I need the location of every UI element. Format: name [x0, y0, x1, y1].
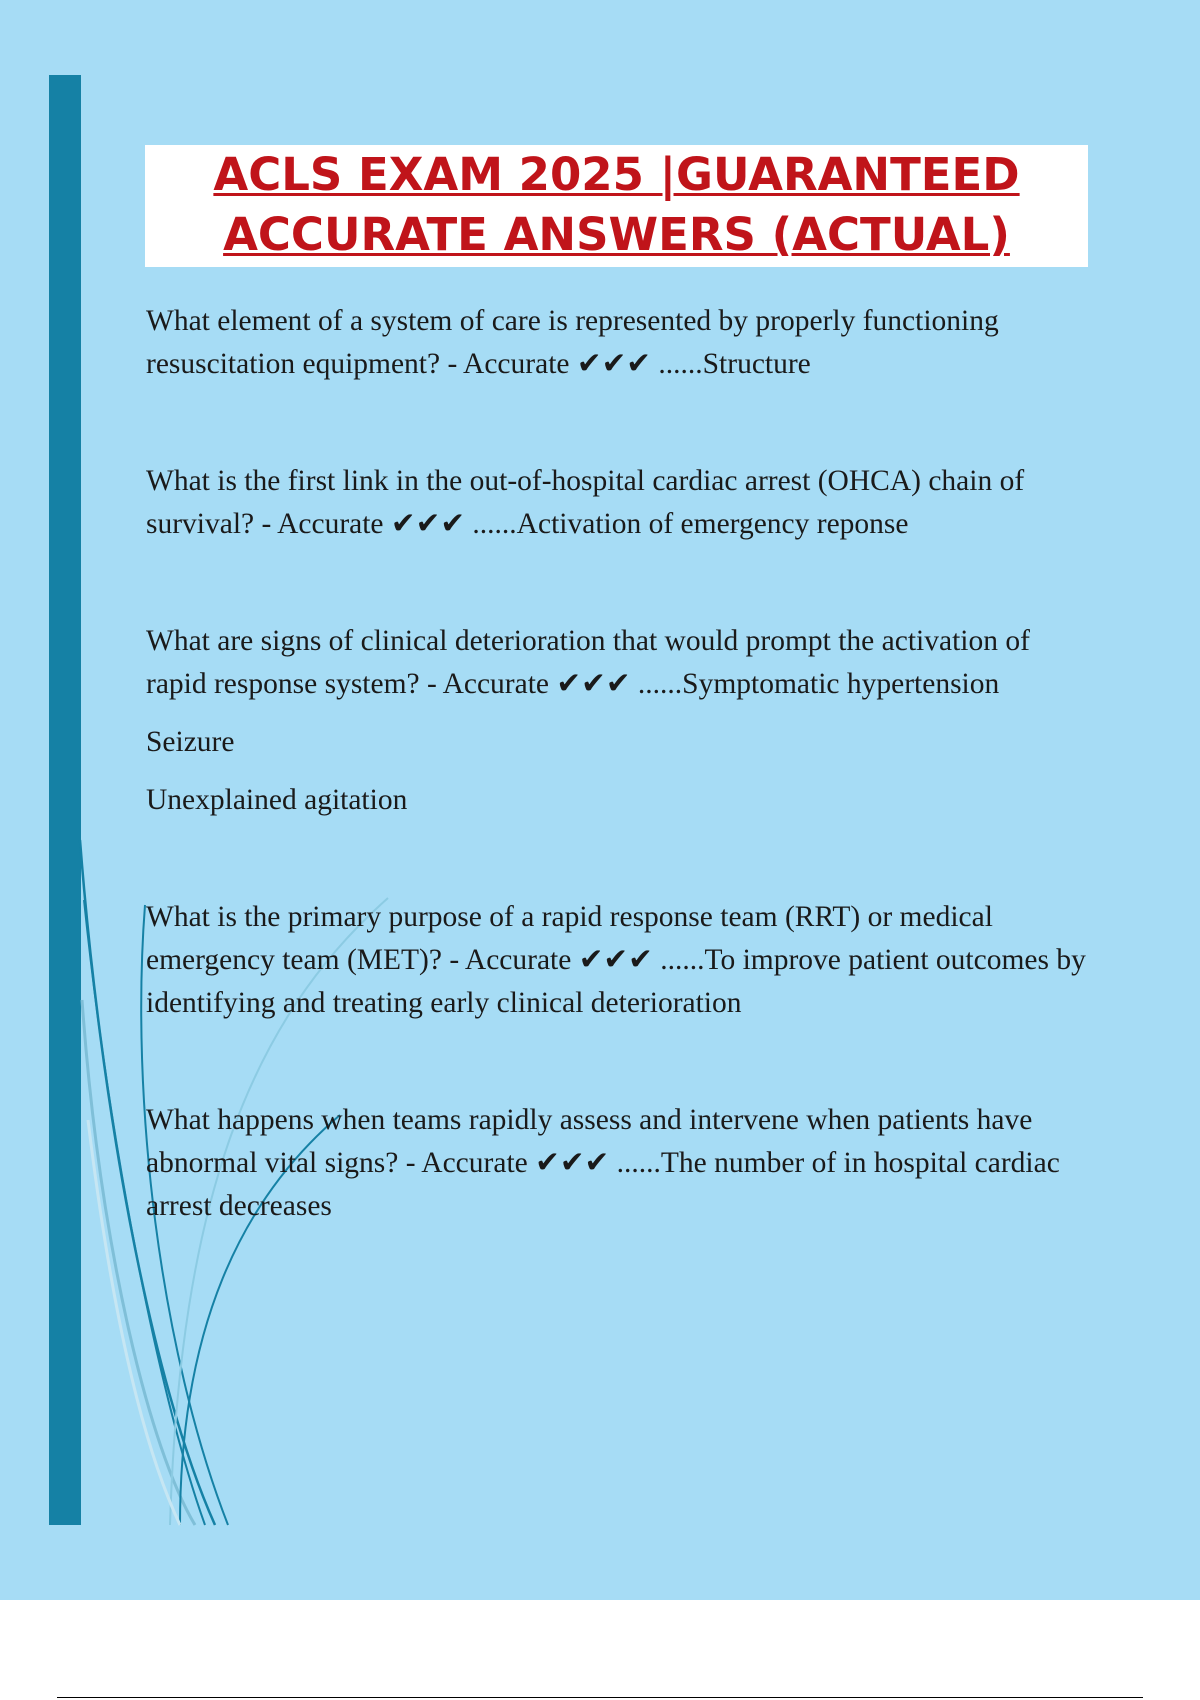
question-4: What is the primary purpose of a rapid response team (RRT) or medical emergency team (MET)? - Accurate ✔✔✔ ......To improve patient outcomes by identifying and treating early clinical deterioration [146, 901, 1086, 1019]
question-3-extra-line-1: Seizure [146, 726, 235, 758]
question-5: What happens when teams rapidly assess and intervene when patients have abnormal vital signs? - Accurate ✔✔✔ ......The number of in hospital cardiac arrest decreases [146, 1104, 1060, 1222]
document-title-line-1: ACLS EXAM 2025 |GUARANTEED [213, 148, 1020, 201]
footer-rule [57, 1697, 1143, 1698]
question-1: What element of a system of care is represented by properly functioning resuscitation equipment? - Accurate ✔✔✔ ......Structure [146, 305, 999, 380]
question-3: What are signs of clinical deterioration that would prompt the activation of rapid response system? - Accurate ✔✔✔ ......Symptomatic hypertension [146, 625, 1030, 700]
question-3-extra-line-2: Unexplained agitation [146, 784, 408, 816]
document-title-line-2: ACCURATE ANSWERS (ACTUAL) [223, 208, 1010, 261]
question-list [146, 300, 1091, 1228]
title-box [145, 145, 1088, 267]
question-2: What is the first link in the out-of-hospital cardiac arrest (OHCA) chain of survival? - Accurate ✔✔✔ ......Activation of emergency reponse [146, 465, 1025, 540]
decorative-side-bar [49, 75, 81, 1525]
